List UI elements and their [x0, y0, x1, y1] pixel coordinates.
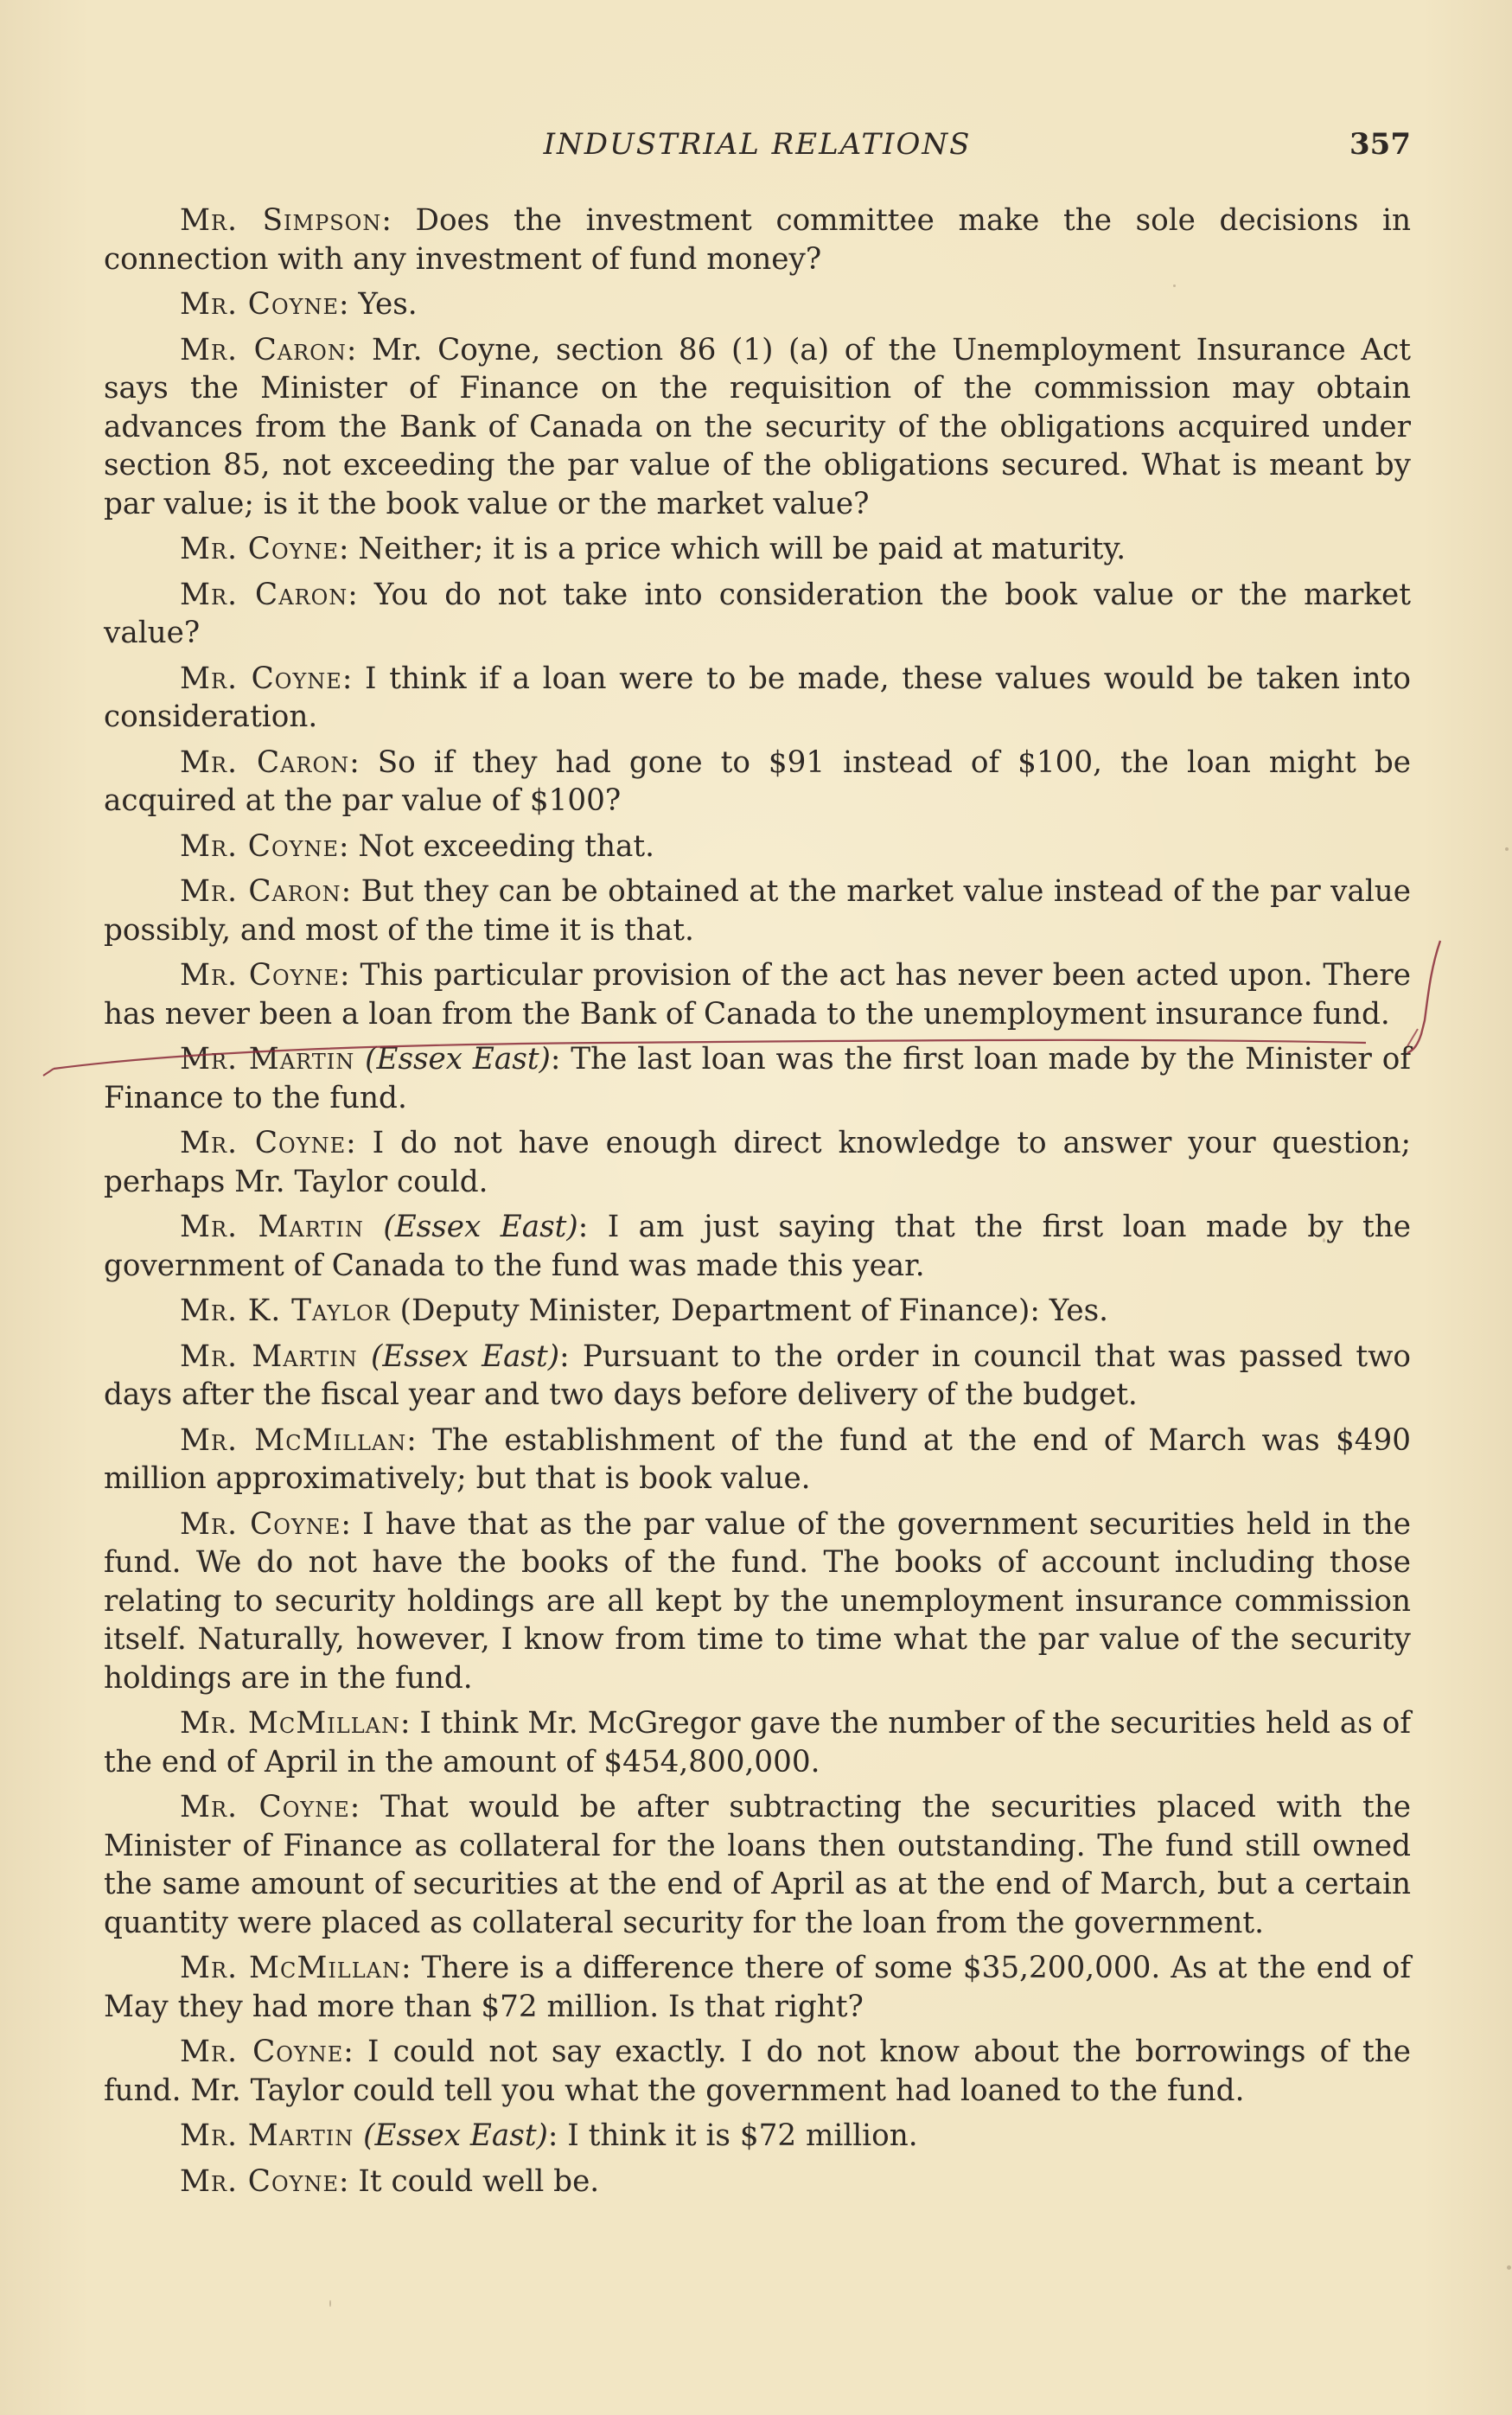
speaker-name: Mr. Coyne: [180, 958, 341, 993]
speech-text: I think Mr. McGregor gave the number of the securities held as of the end of April in the amount of $454,800,000.: [104, 1706, 1412, 1779]
speaker-name: Mr. Martin: [180, 1042, 355, 1077]
transcript-paragraph: [104, 1788, 1411, 1942]
speaker-suffix: :: [339, 532, 359, 566]
speech-text: I think if a loan were to be made, these values would be taken into consideration.: [104, 661, 1411, 734]
speaker-riding: (Essex East): [365, 1042, 551, 1077]
speaker-name: Mr. K. Taylor: [180, 1294, 391, 1328]
transcript-paragraph: [104, 1208, 1411, 1285]
transcript-paragraph: [104, 1949, 1411, 2026]
speech-text: That would be after subtracting the securities placed with the Minister of Finance as collateral for the loans then outstanding. The fund still owned the same amount of securities at the end of April as at the end of March, but a certain quantity were placed as collateral security for the loan from the government.: [104, 1790, 1412, 1940]
speaker-name: Mr. Coyne: [180, 1506, 341, 1542]
transcript-paragraph: [104, 1505, 1411, 1698]
speaker-name: Mr. Coyne: [180, 828, 340, 864]
transcript-paragraph: [104, 1040, 1411, 1117]
speech-text: Neither; it is a price which will be paid at maturity.: [358, 532, 1126, 566]
speech-text: Not exceeding that.: [358, 828, 654, 864]
speaker-suffix: :: [341, 874, 361, 909]
speaker-riding: (Essex East): [363, 2118, 548, 2153]
speech-text: I am just saying that the first loan made by the government of Canada to the fund was made this year.: [104, 1210, 1411, 1283]
speech-text: This particular provision of the act has never been acted upon. There has never been a loan from the Bank of Canada to the unemployment insurance fund.: [104, 958, 1411, 1032]
speaker-name: Mr. Caron: [180, 874, 341, 909]
speaker-name: Mr. Coyne: [180, 661, 342, 696]
speaker-suffix: (Deputy Minister, Department of Finance):: [390, 1294, 1049, 1328]
speaker-suffix: :: [341, 1506, 363, 1542]
speaker-name: Mr. Martin: [180, 1210, 364, 1244]
transcript-paragraph: [104, 2117, 1411, 2156]
speech-text: Yes.: [1049, 1294, 1108, 1328]
speech-text: There is a difference there of some $35,200,000. As at the end of May they had more than $72 million. Is that right?: [104, 1951, 1412, 2024]
speaker-suffix: :: [348, 577, 374, 612]
speech-text: You do not take into consideration the book value or the market value?: [104, 577, 1412, 650]
margin-bracket: [1407, 941, 1440, 1053]
transcript-paragraph: [104, 576, 1411, 653]
speech-text: The establishment of the fund at the end of March was $490 million approximatively; but that is book value.: [104, 1422, 1411, 1496]
speaker-suffix: :: [406, 1422, 433, 1458]
transcript-paragraph: [104, 744, 1411, 821]
speaker-name: Mr. Coyne: [180, 2035, 344, 2069]
speaker-name: Mr. Coyne: [180, 532, 340, 566]
page-number: 357: [1349, 127, 1411, 162]
speaker-name: Mr. Caron: [180, 744, 350, 780]
transcript-paragraph: [104, 1704, 1411, 1781]
speaker-suffix: :: [346, 1126, 373, 1160]
speaker-suffix: :: [401, 1951, 422, 1985]
speaker-name: Mr. Coyne: [180, 1790, 350, 1824]
speaker-name: Mr. Martin: [180, 1338, 358, 1374]
transcript-body: [104, 201, 1411, 2207]
speaker-name: Mr. Coyne: [180, 287, 340, 322]
speaker-name: Mr. Coyne: [180, 2163, 340, 2199]
speaker-suffix: :: [349, 1790, 380, 1824]
speaker-suffix: :: [399, 1706, 420, 1741]
transcript-paragraph: [104, 2163, 1411, 2201]
transcript-paragraph: [104, 660, 1411, 737]
speaker-suffix: :: [341, 661, 366, 696]
speaker-name: Mr. Martin: [180, 2118, 354, 2153]
transcript-paragraph: [104, 827, 1411, 866]
transcript-paragraph: [104, 285, 1411, 324]
speaker-name: Mr. Simpson: [180, 203, 382, 238]
speech-text: Does the investment committee make the sole decisions in connection with any investment of fund money?: [104, 203, 1411, 277]
transcript-paragraph: [104, 956, 1411, 1033]
transcript-paragraph: [104, 530, 1411, 569]
transcript-paragraph: [104, 1292, 1411, 1331]
speaker-riding: (Essex East): [370, 1338, 560, 1374]
speaker-suffix: :: [349, 744, 378, 780]
speaker-suffix: :: [339, 828, 359, 864]
speaker-suffix: :: [559, 1338, 583, 1374]
transcript-paragraph: [104, 1338, 1411, 1415]
speaker-name: Mr. Caron: [180, 332, 347, 367]
speaker-suffix: :: [343, 2035, 367, 2069]
speech-text: I think it is $72 million.: [567, 2118, 918, 2153]
speaker-name: Mr. Coyne: [180, 1126, 347, 1160]
speaker-suffix: :: [550, 1042, 571, 1077]
transcript-paragraph: [104, 872, 1411, 949]
transcript-paragraph: [104, 1124, 1411, 1201]
speech-text: Mr. Coyne, section 86 (1) (a) of the Unemployment Insurance Act says the Minister of Finance on the requisition of the commission may obtain advances from the Bank of Canada on the security of the obligations acquired under section 85, not exceeding the par value of the obligations secured. What is meant by par value; is it the book value or the market value?: [104, 332, 1412, 521]
speech-text: I have that as the par value of the government securities held in the fund. We do not have the books of the fund. The books of account including those relating to security holdings are all kept by the unemployment insurance commission itself. Naturally, however, I know from time to time what the par value of the security holdings are in the fund.: [104, 1506, 1411, 1696]
underline-stroke-hook: [43, 1069, 54, 1076]
speech-text: I could not say exactly. I do not know about the borrowings of the fund. Mr. Taylor could tell you what the government had loaned to the fund.: [104, 2035, 1411, 2108]
speaker-suffix: :: [339, 287, 359, 322]
speech-text: But they can be obtained at the market value instead of the par value possibly, and most of the time it is that.: [104, 874, 1412, 948]
speech-text: It could well be.: [358, 2163, 600, 2199]
speech-text: I do not have enough direct knowledge to answer your question; perhaps Mr. Taylor could.: [104, 1126, 1412, 1199]
speech-text: So if they had gone to $91 instead of $100, the loan might be acquired at the par value of $100?: [104, 744, 1412, 818]
transcript-paragraph: [104, 331, 1411, 524]
running-title: INDUSTRIAL RELATIONS: [543, 127, 972, 162]
transcript-paragraph: [104, 201, 1411, 278]
running-head: [104, 127, 1411, 170]
speaker-riding: (Essex East): [383, 1210, 578, 1244]
speaker-suffix: :: [577, 1210, 608, 1244]
speech-text: Pursuant to the order in council that was passed two days after the fiscal year and two days before delivery of the budget.: [104, 1338, 1411, 1412]
transcript-paragraph: [104, 1422, 1411, 1498]
speaker-suffix: :: [381, 203, 416, 238]
speaker-suffix: :: [346, 332, 373, 367]
speaker-suffix: :: [340, 958, 360, 993]
transcript-paragraph: [104, 2033, 1411, 2110]
speech-text: The last loan was the first loan made by the Minister of Finance to the fund.: [104, 1042, 1411, 1115]
speaker-name: Mr. McMillan: [180, 1951, 402, 1985]
speaker-name: Mr. McMillan: [180, 1422, 407, 1458]
speaker-suffix: :: [547, 2118, 568, 2153]
speaker-suffix: :: [339, 2163, 359, 2199]
speaker-name: Mr. Caron: [180, 577, 348, 612]
speaker-name: Mr. McMillan: [180, 1706, 400, 1741]
speech-text: Yes.: [358, 287, 418, 322]
